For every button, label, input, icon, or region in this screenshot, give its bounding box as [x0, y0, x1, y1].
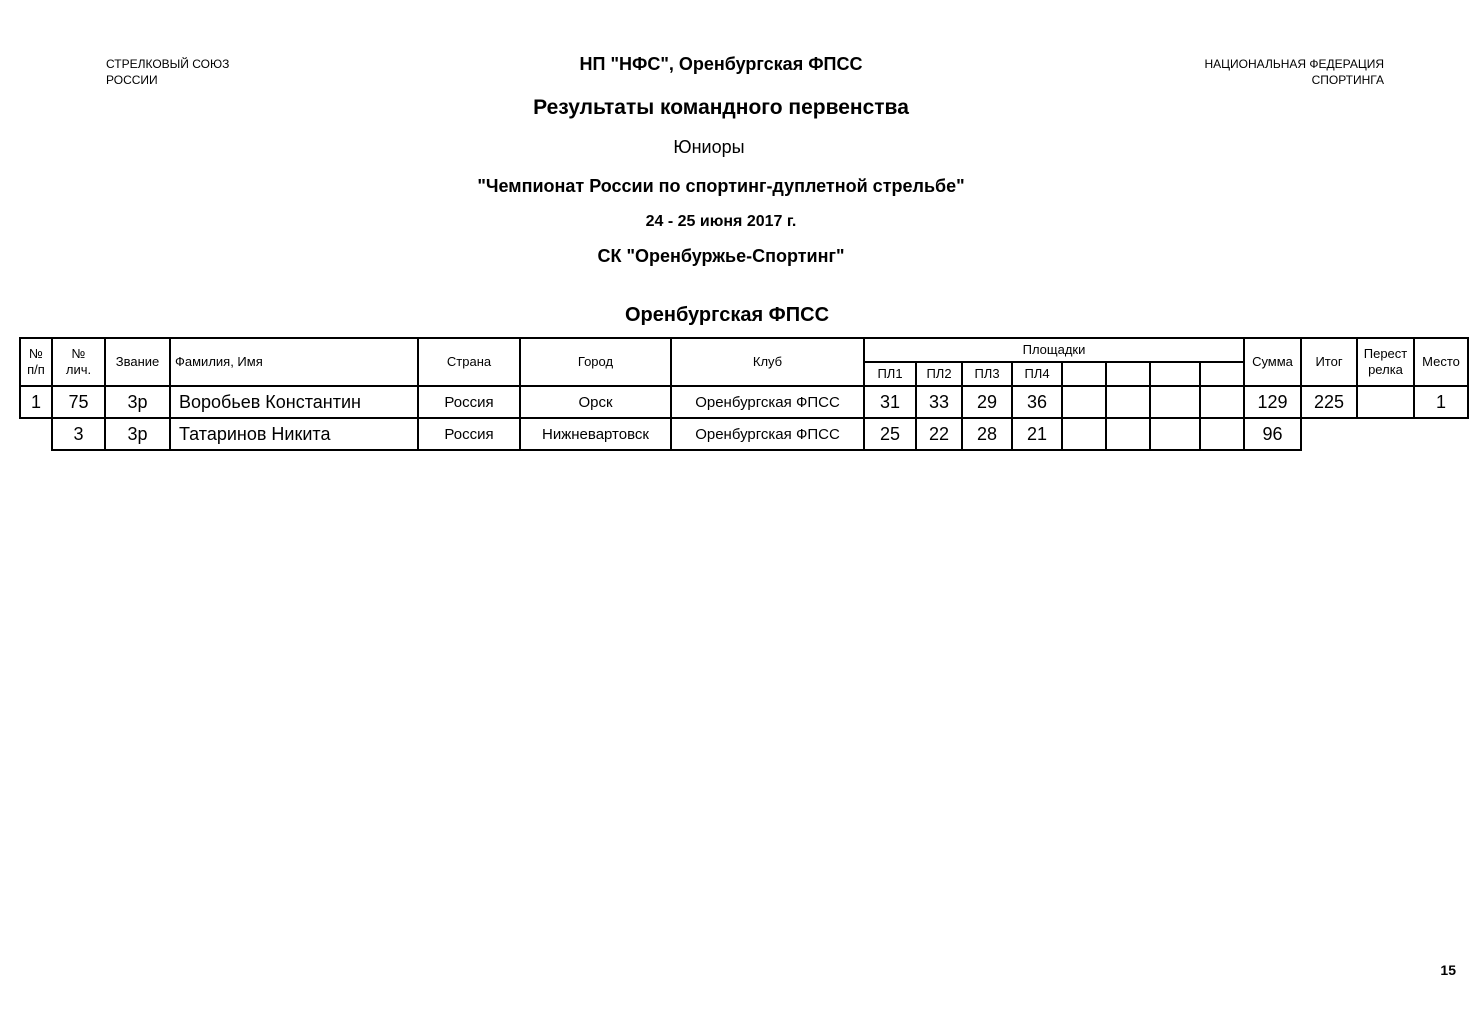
- organizer: НП "НФС", Оренбургская ФПСС: [579, 54, 863, 74]
- header-sum: Сумма: [1244, 338, 1301, 386]
- team-no: 1: [20, 386, 52, 418]
- athlete-score-2: 33: [916, 386, 962, 418]
- header-range-empty: [1062, 362, 1106, 386]
- results-table: [19, 337, 1469, 451]
- federation-left-line1: СТРЕЛКОВЫЙ СОЮЗ: [106, 57, 230, 71]
- athlete-score-empty: [1062, 418, 1106, 450]
- header-city: Город: [520, 338, 671, 386]
- athlete-city: Нижневартовск: [520, 418, 671, 450]
- athlete-score-empty: [1062, 386, 1106, 418]
- athlete-score-empty: [1150, 418, 1200, 450]
- header-bib: № лич.: [52, 338, 105, 386]
- header-range-empty: [1200, 362, 1244, 386]
- header-range-2: ПЛ2: [916, 362, 962, 386]
- federation-right-line1: НАЦИОНАЛЬНАЯ ФЕДЕРАЦИЯ: [1204, 57, 1384, 71]
- header-range-3: ПЛ3: [962, 362, 1012, 386]
- table-row: [20, 418, 1468, 450]
- athlete-score-4: 21: [1012, 418, 1062, 450]
- header-no: № п/п: [20, 338, 52, 386]
- header-range-4: ПЛ4: [1012, 362, 1062, 386]
- athlete-rank: 3р: [105, 386, 170, 418]
- header-ranges: Площадки: [864, 338, 1244, 362]
- header-club: Клуб: [671, 338, 864, 386]
- event-name: "Чемпионат России по спортинг-дуплетной стрельбе": [477, 176, 965, 196]
- header-shootoff: Перест релка: [1357, 338, 1414, 386]
- athlete-score-empty: [1106, 386, 1150, 418]
- page-number: 15: [1440, 962, 1456, 978]
- athlete-score-empty: [1200, 418, 1244, 450]
- venue: СК "Оренбуржье-Спортинг": [597, 246, 845, 266]
- athlete-sum: 129: [1244, 386, 1301, 418]
- athlete-name: Воробьев Константин: [170, 386, 418, 418]
- header-range-1: ПЛ1: [864, 362, 916, 386]
- category: Юниоры: [673, 137, 745, 157]
- athlete-bib: 75: [52, 386, 105, 418]
- header-total: Итог: [1301, 338, 1357, 386]
- athlete-score-empty: [1200, 386, 1244, 418]
- athlete-score-1: 25: [864, 418, 916, 450]
- team-total: 225: [1301, 386, 1357, 418]
- federation-right-line2: СПОРТИНГА: [1311, 73, 1384, 87]
- athlete-bib: 3: [52, 418, 105, 450]
- athlete-score-empty: [1150, 386, 1200, 418]
- header-rank: Звание: [105, 338, 170, 386]
- header-place: Место: [1414, 338, 1468, 386]
- athlete-sum: 96: [1244, 418, 1301, 450]
- filler: [1414, 418, 1468, 450]
- athlete-score-3: 28: [962, 418, 1012, 450]
- athlete-score-empty: [1106, 418, 1150, 450]
- athlete-club: Оренбургская ФПСС: [671, 418, 864, 450]
- table-header-row: [20, 338, 1468, 362]
- page-title: Результаты командного первенства: [533, 96, 909, 119]
- event-dates: 24 - 25 июня 2017 г.: [645, 213, 797, 230]
- athlete-score-2: 22: [916, 418, 962, 450]
- athlete-rank: 3р: [105, 418, 170, 450]
- header-name: Фамилия, Имя: [170, 338, 418, 386]
- team-name: Оренбургская ФПСС: [624, 304, 830, 326]
- header-country: Страна: [418, 338, 520, 386]
- athlete-city: Орск: [520, 386, 671, 418]
- athlete-country: Россия: [418, 418, 520, 450]
- athlete-country: Россия: [418, 386, 520, 418]
- filler: [1301, 418, 1357, 450]
- athlete-name: Татаринов Никита: [170, 418, 418, 450]
- athlete-score-1: 31: [864, 386, 916, 418]
- team-no-empty: [20, 418, 52, 450]
- athlete-club: Оренбургская ФПСС: [671, 386, 864, 418]
- header-range-empty: [1150, 362, 1200, 386]
- filler: [1357, 418, 1414, 450]
- athlete-score-4: 36: [1012, 386, 1062, 418]
- team-shootoff: [1357, 386, 1414, 418]
- table-row: [20, 386, 1468, 418]
- header-range-empty: [1106, 362, 1150, 386]
- team-place: 1: [1414, 386, 1468, 418]
- federation-left-line2: РОССИИ: [106, 73, 158, 87]
- athlete-score-3: 29: [962, 386, 1012, 418]
